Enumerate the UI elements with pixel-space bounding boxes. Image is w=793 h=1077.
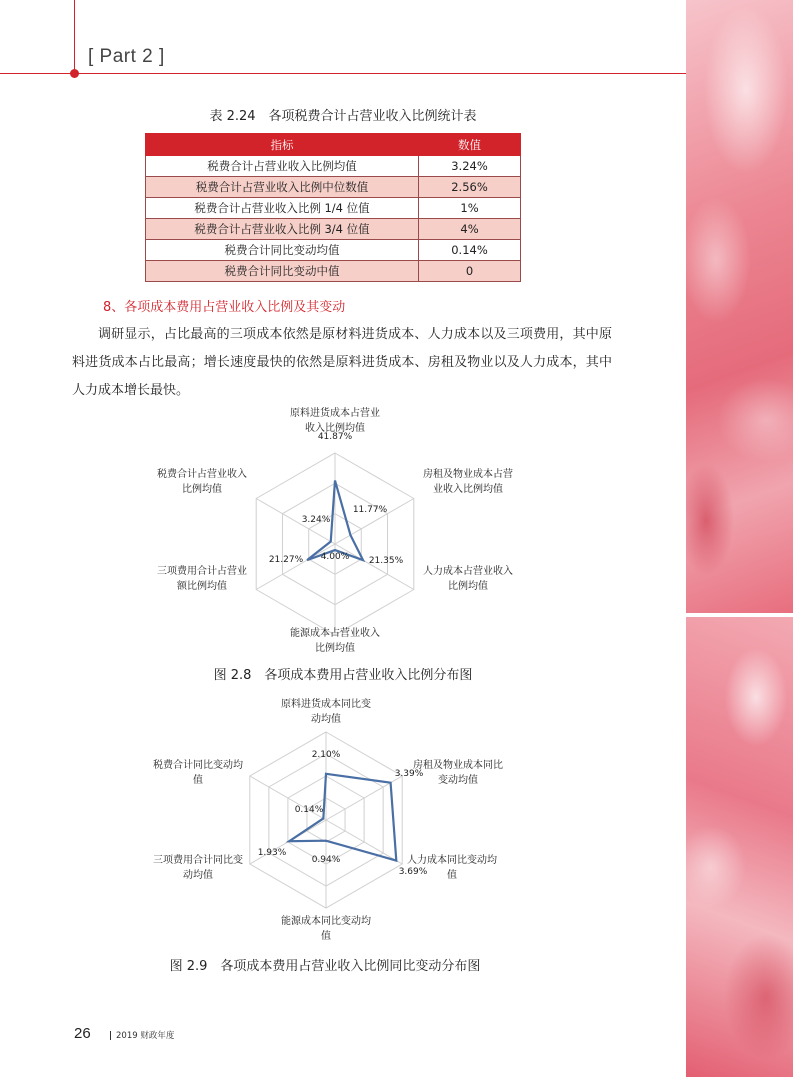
row-value: 0 — [419, 261, 521, 282]
radar-value-label: 1.93% — [257, 848, 287, 858]
radar-value-label: 11.77% — [352, 505, 388, 515]
radar-axis-label: 人力成本同比变动均值 — [407, 855, 497, 881]
row-indicator: 税费合计同比变动均值 — [146, 240, 419, 261]
radar-value-label: 3.39% — [394, 769, 424, 779]
row-value: 0.14% — [419, 240, 521, 261]
row-indicator: 税费合计占营业收入比例中位数值 — [146, 177, 419, 198]
row-value: 4% — [419, 219, 521, 240]
header-rule-dot — [70, 69, 79, 78]
row-indicator: 税费合计占营业收入比例 3/4 位值 — [146, 219, 419, 240]
decorative-photo-top — [686, 0, 793, 613]
table-row — [146, 177, 521, 198]
table-row — [146, 219, 521, 240]
table-header-row — [146, 134, 521, 156]
section-heading: 8、各项成本费用占营业收入比例及其变动 — [103, 300, 346, 315]
chart1-caption: 图 2.8 各项成本费用占营业收入比例分布图 — [213, 668, 473, 683]
footer-text: 2019 财政年度 — [116, 1031, 175, 1041]
radar-axis-label: 三项费用合计占营业额比例均值 — [157, 566, 247, 592]
header-vertical-rule — [74, 0, 75, 78]
radar-spoke — [335, 544, 414, 590]
radar-axis-label: 税费合计占营业收入比例均值 — [157, 469, 247, 495]
row-value: 2.56% — [419, 177, 521, 198]
radar-axis-label: 房租及物业成本同比变动均值 — [413, 760, 503, 786]
radar-spoke — [256, 544, 335, 590]
radar-value-label: 21.35% — [368, 556, 404, 566]
radar-value-label: 0.14% — [294, 805, 324, 815]
row-value: 3.24% — [419, 156, 521, 177]
page-number: 26 — [74, 1025, 91, 1042]
radar-value-label: 2.10% — [311, 750, 341, 760]
section-paragraph: 调研显示，占比最高的三项成本依然是原材料进货成本、人力成本以及三项费用，其中原料进货成本占比最高；增长速度最快的依然是原料进货成本、房租及物业以及人力成本，其中人力成本增长最快。 — [72, 327, 612, 398]
radar-axis-label: 人力成本占营业收入比例均值 — [423, 566, 513, 592]
radar-value-label: 41.87% — [317, 432, 353, 442]
radar-axis-label: 能源成本同比变动均值 — [281, 916, 371, 942]
radar-axis-label: 税费合计同比变动均值 — [153, 760, 243, 786]
radar-value-label: 0.94% — [311, 855, 341, 865]
stats-table — [145, 133, 521, 282]
part-label: [ Part 2 ] — [88, 46, 165, 67]
radar-value-label: 21.27% — [268, 555, 304, 565]
radar-axis-label: 能源成本占营业收入比例均值 — [290, 628, 380, 654]
radar-chart-cost-change — [0, 690, 686, 945]
radar-series-line — [289, 774, 396, 861]
radar-axis-label: 三项费用合计同比变动均值 — [153, 855, 243, 881]
radar-axis-label: 原料进货成本占营业收入比例均值 — [290, 408, 380, 434]
table-row — [146, 198, 521, 219]
row-indicator: 税费合计同比变动中值 — [146, 261, 419, 282]
header-indicator: 指标 — [146, 134, 419, 156]
radar-value-label: 4.00% — [320, 552, 350, 562]
table-row — [146, 261, 521, 282]
radar-value-label: 3.69% — [398, 867, 428, 877]
row-indicator: 税费合计占营业收入比例 1/4 位值 — [146, 198, 419, 219]
row-value: 1% — [419, 198, 521, 219]
row-indicator: 税费合计占营业收入比例均值 — [146, 156, 419, 177]
radar-axis-label: 房租及物业成本占营业收入比例均值 — [423, 469, 513, 495]
table-row — [146, 156, 521, 177]
chart2-caption: 图 2.9 各项成本费用占营业收入比例同比变动分布图 — [169, 959, 481, 974]
header-value: 数值 — [419, 134, 521, 156]
radar-chart-cost-ratio — [0, 400, 686, 660]
header-horizontal-rule — [0, 73, 686, 74]
footer-separator — [110, 1031, 111, 1040]
table-caption: 表 2.24 各项税费合计占营业收入比例统计表 — [209, 109, 477, 124]
radar-axis-label: 原料进货成本同比变动均值 — [281, 699, 371, 725]
table-row — [146, 240, 521, 261]
decorative-photo-bottom — [686, 617, 793, 1077]
radar-value-label: 3.24% — [301, 515, 331, 525]
